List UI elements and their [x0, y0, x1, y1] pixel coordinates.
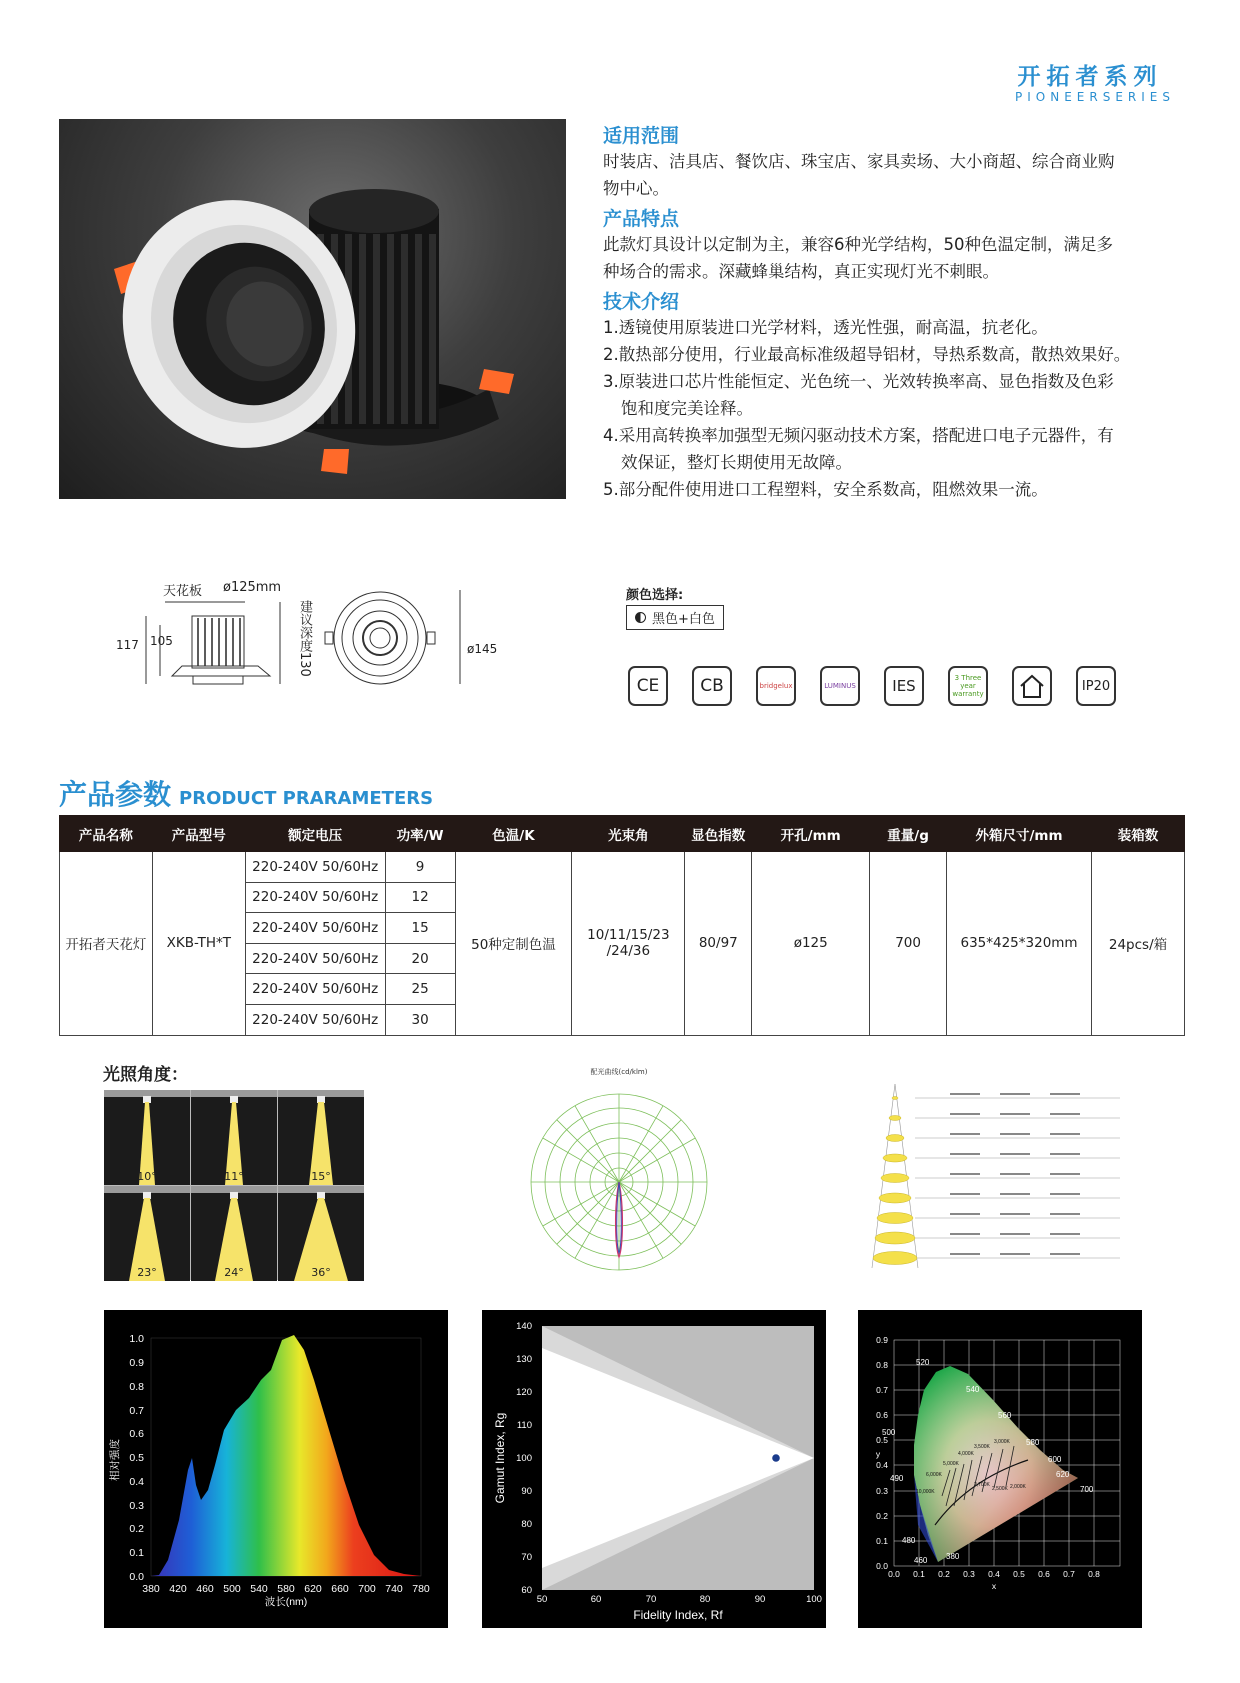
y-tick: 0.4	[129, 1476, 144, 1488]
beam-angle-label: 10°	[137, 1170, 157, 1183]
col-header: 功率/W	[385, 816, 455, 852]
polar-title: 配光曲线(cd/klm)	[590, 1068, 648, 1076]
x-tick: 700	[358, 1583, 376, 1595]
beam-angle-label: 23°	[137, 1266, 157, 1279]
x-tick: 50	[536, 1594, 548, 1605]
x-tick: 0.5	[1013, 1569, 1025, 1579]
y-tick: 0.1	[876, 1536, 888, 1546]
wavelength-label: 700	[1080, 1485, 1094, 1494]
x-tick: 0.6	[1038, 1569, 1050, 1579]
luminus-icon: LUMINUS	[820, 666, 860, 706]
y-axis-label: Gamut Index, Rg	[493, 1412, 507, 1504]
height-body-label: 105	[150, 634, 173, 648]
x-tick: 0.7	[1063, 1569, 1075, 1579]
y-tick: 130	[516, 1354, 532, 1365]
product-photo	[59, 119, 566, 499]
x-tick: 740	[385, 1583, 403, 1595]
voltage-cell: 220-240V 50/60Hz	[245, 852, 385, 883]
application-line: 物中心。	[603, 179, 669, 198]
x-tick: 100	[806, 1594, 822, 1605]
beam-angle-line: /24/36	[606, 943, 651, 960]
x-axis-label: 波长(nm)	[264, 1596, 308, 1608]
tech-item: 5.部分配件使用进口工程塑料，安全系数高，阻燃效果一流。	[603, 480, 1048, 499]
beam-angle-label: 36°	[311, 1266, 331, 1279]
wavelength-label: 500	[882, 1428, 896, 1437]
x-tick: 80	[699, 1594, 711, 1605]
y-tick: 0.9	[876, 1335, 888, 1345]
beam-cell	[104, 1090, 190, 1185]
polar-diagram	[519, 1067, 719, 1292]
wavelength-label: 540	[966, 1385, 980, 1394]
cri-cell: 80/97	[685, 852, 752, 1036]
y-tick: 60	[521, 1585, 532, 1596]
col-header: 光束角	[572, 816, 685, 852]
color-option-value: 黑色+白色	[652, 612, 715, 627]
beam-angle-label: 15°	[311, 1170, 331, 1183]
cct-label: 2,000K	[1010, 1484, 1026, 1490]
beam-angle-title: 光照角度：	[103, 1065, 188, 1085]
col-header: 显色指数	[685, 816, 752, 852]
y-tick: 1.0	[129, 1333, 144, 1345]
x-tick: 0.8	[1088, 1569, 1100, 1579]
y-axis-label: y	[875, 1449, 881, 1459]
power-cell: 25	[385, 974, 455, 1005]
wavelength-label: 600	[1048, 1455, 1062, 1464]
y-tick: 120	[516, 1387, 532, 1398]
x-tick: 500	[223, 1583, 241, 1595]
wavelength-label: 580	[1026, 1438, 1040, 1447]
x-tick: 620	[304, 1583, 322, 1595]
beam-angle-grid	[104, 1090, 364, 1280]
y-tick: 0.7	[129, 1405, 144, 1417]
tech-item: 3.原装进口芯片性能恒定、光色统一、光效转换率高、显色指数及色彩	[603, 372, 1114, 391]
beam-cell	[191, 1090, 277, 1185]
col-header: 额定电压	[245, 816, 385, 852]
y-tick: 0.0	[876, 1561, 888, 1571]
features-line: 此款灯具设计以定制为主，兼容6种光学结构，50种色温定制，满足多	[603, 235, 1113, 254]
beam-angle-line: 10/11/15/23	[587, 927, 670, 944]
col-header: 色温/K	[455, 816, 572, 852]
tech-item-cont: 饱和度完美诠释。	[621, 399, 753, 418]
col-header: 产品型号	[152, 816, 245, 852]
params-title-en: PRODUCT PRARAMETERS	[179, 788, 434, 809]
tech-item: 1.透镜使用原装进口光学材料，透光性强，耐高温，抗老化。	[603, 318, 1048, 337]
x-tick: 580	[277, 1583, 295, 1595]
y-tick: 0.5	[129, 1452, 144, 1464]
params-heading	[59, 773, 433, 813]
x-tick: 0.3	[963, 1569, 975, 1579]
y-tick: 0.3	[876, 1486, 888, 1496]
features-line: 种场合的需求。深藏蜂巢结构，真正实现灯光不刺眼。	[603, 262, 999, 281]
cct-label: 3,500K	[974, 1444, 990, 1450]
power-cell: 30	[385, 1004, 455, 1035]
beam-cell	[191, 1186, 277, 1281]
y-tick: 140	[516, 1321, 532, 1332]
y-axis-label: 相对强度	[109, 1439, 121, 1481]
spec-table	[59, 815, 1185, 1036]
tech-title: 技术介绍	[603, 291, 680, 313]
cct-label: 2,700K	[974, 1482, 990, 1488]
ies-icon: IES	[884, 666, 924, 706]
application-line: 时装店、洁具店、餐饮店、珠宝店、家具卖场、大小商超、综合商业购	[603, 152, 1115, 171]
weight-cell: 700	[870, 852, 947, 1036]
y-tick: 0.8	[876, 1360, 888, 1370]
description-block	[603, 121, 1203, 503]
diameter-label: ø145	[467, 642, 498, 656]
x-tick: 660	[331, 1583, 349, 1595]
table-header-row	[60, 816, 1185, 852]
y-tick: 0.4	[876, 1460, 888, 1470]
voltage-cell: 220-240V 50/60Hz	[245, 882, 385, 913]
y-tick: 70	[521, 1552, 532, 1563]
y-tick: 0.6	[129, 1428, 144, 1440]
voltage-cell: 220-240V 50/60Hz	[245, 943, 385, 974]
y-tick: 0.6	[876, 1410, 888, 1420]
beam-cell	[278, 1090, 364, 1185]
params-title-cn: 产品参数	[59, 778, 172, 811]
x-axis-label: x	[991, 1581, 997, 1591]
cutout-label: ø125mm	[223, 580, 282, 595]
tm30-chart	[482, 1310, 826, 1628]
warranty-icon: 3 Three year warranty	[948, 666, 988, 706]
col-header: 产品名称	[60, 816, 153, 852]
y-tick: 90	[521, 1486, 532, 1497]
tech-item: 4.采用高转换率加强型无频闪驱动技术方案，搭配进口电子元器件，有	[603, 426, 1114, 445]
wavelength-label: 520	[916, 1358, 930, 1367]
x-tick: 0.1	[913, 1569, 925, 1579]
beam-cell	[104, 1186, 190, 1281]
cct-label: 6,000K	[926, 1472, 942, 1478]
x-tick: 0.0	[888, 1569, 900, 1579]
wavelength-label: 490	[890, 1474, 904, 1483]
series-subtitle: PIONEERSERIES	[1015, 90, 1175, 104]
y-tick: 100	[516, 1453, 532, 1464]
voltage-cell: 220-240V 50/60Hz	[245, 974, 385, 1005]
y-tick: 0.0	[129, 1571, 144, 1583]
wavelength-label: 620	[1056, 1470, 1070, 1479]
qty-cell: 24pcs/箱	[1092, 852, 1185, 1036]
x-tick: 0.4	[988, 1569, 1000, 1579]
col-header: 重量/g	[870, 816, 947, 852]
y-tick: 80	[521, 1519, 532, 1530]
y-tick: 0.3	[129, 1500, 144, 1512]
dimension-drawing	[116, 580, 520, 710]
power-cell: 9	[385, 852, 455, 883]
height-total-label: 117	[116, 638, 139, 652]
x-tick: 380	[142, 1583, 160, 1595]
x-tick: 420	[169, 1583, 187, 1595]
wavelength-label: 380	[946, 1552, 960, 1561]
y-tick: 0.2	[129, 1523, 144, 1535]
beam-angle-label: 24°	[224, 1266, 244, 1279]
ceiling-label: 天花板	[163, 584, 203, 599]
y-tick: 0.5	[876, 1435, 888, 1445]
tm30-point	[772, 1454, 780, 1462]
cct-label: 3,000K	[994, 1439, 1010, 1445]
x-tick: 70	[645, 1594, 657, 1605]
x-tick: 780	[412, 1583, 430, 1595]
half-circle-icon	[635, 612, 646, 623]
wavelength-label: 480	[902, 1536, 916, 1545]
ce-icon: CE	[628, 666, 668, 706]
power-cell: 15	[385, 913, 455, 944]
cct-label: 5,000K	[943, 1461, 959, 1467]
application-title: 适用范围	[603, 125, 680, 147]
ip20-icon: IP20	[1076, 666, 1116, 706]
cutout-cell: ø125	[752, 852, 870, 1036]
col-header: 装箱数	[1092, 816, 1185, 852]
beam-angle-cell	[572, 852, 685, 1036]
x-tick: 460	[196, 1583, 214, 1595]
y-tick: 0.7	[876, 1385, 888, 1395]
illuminance-cone	[870, 1078, 1130, 1283]
carton-cell: 635*425*320mm	[947, 852, 1092, 1036]
wavelength-label: 560	[998, 1411, 1012, 1420]
beam-angle-label: 11°	[224, 1170, 244, 1183]
y-tick: 0.8	[129, 1381, 144, 1393]
certification-row	[628, 666, 1116, 706]
y-tick: 0.1	[129, 1547, 144, 1559]
table-row	[60, 852, 1185, 883]
bridgelux-icon: bridgelux	[756, 666, 796, 706]
x-tick: 0.2	[938, 1569, 950, 1579]
product-name-cell: 开拓者天花灯	[60, 852, 153, 1036]
color-option-label: 颜色选择:	[626, 588, 684, 603]
x-tick: 90	[754, 1594, 766, 1605]
features-title: 产品特点	[603, 208, 680, 230]
wavelength-label: 460	[914, 1556, 928, 1565]
cct-label: 2,500K	[992, 1486, 1008, 1492]
cct-label: 10,000K	[916, 1489, 935, 1495]
voltage-cell: 220-240V 50/60Hz	[245, 913, 385, 944]
x-tick: 60	[590, 1594, 602, 1605]
y-tick: 0.9	[129, 1357, 144, 1369]
col-header: 外箱尺寸/mm	[947, 816, 1092, 852]
home-icon	[1012, 666, 1052, 706]
cct-label: 4,000K	[958, 1451, 974, 1457]
tech-item-cont: 效保证，整灯长期使用无故障。	[621, 453, 852, 472]
x-tick: 540	[250, 1583, 268, 1595]
y-tick: 110	[516, 1420, 532, 1431]
color-option-box	[626, 605, 724, 630]
series-title: 开拓者系列	[1017, 64, 1163, 90]
power-cell: 20	[385, 943, 455, 974]
tech-item: 2.散热部分使用，行业最高标准级超导铝材，导热系数高，散热效果好。	[603, 345, 1131, 364]
voltage-cell: 220-240V 50/60Hz	[245, 1004, 385, 1035]
product-model-cell: XKB-TH*T	[152, 852, 245, 1036]
beam-cell	[278, 1186, 364, 1281]
x-axis-label: Fidelity Index, Rf	[633, 1608, 723, 1622]
power-cell: 12	[385, 882, 455, 913]
cct-cell: 50种定制色温	[455, 852, 572, 1036]
cie-chart	[858, 1310, 1142, 1628]
col-header: 开孔/mm	[752, 816, 870, 852]
y-tick: 0.2	[876, 1511, 888, 1521]
depth-label: 建议深度130	[297, 600, 312, 677]
cb-icon: CB	[692, 666, 732, 706]
spectrum-chart	[104, 1310, 448, 1628]
